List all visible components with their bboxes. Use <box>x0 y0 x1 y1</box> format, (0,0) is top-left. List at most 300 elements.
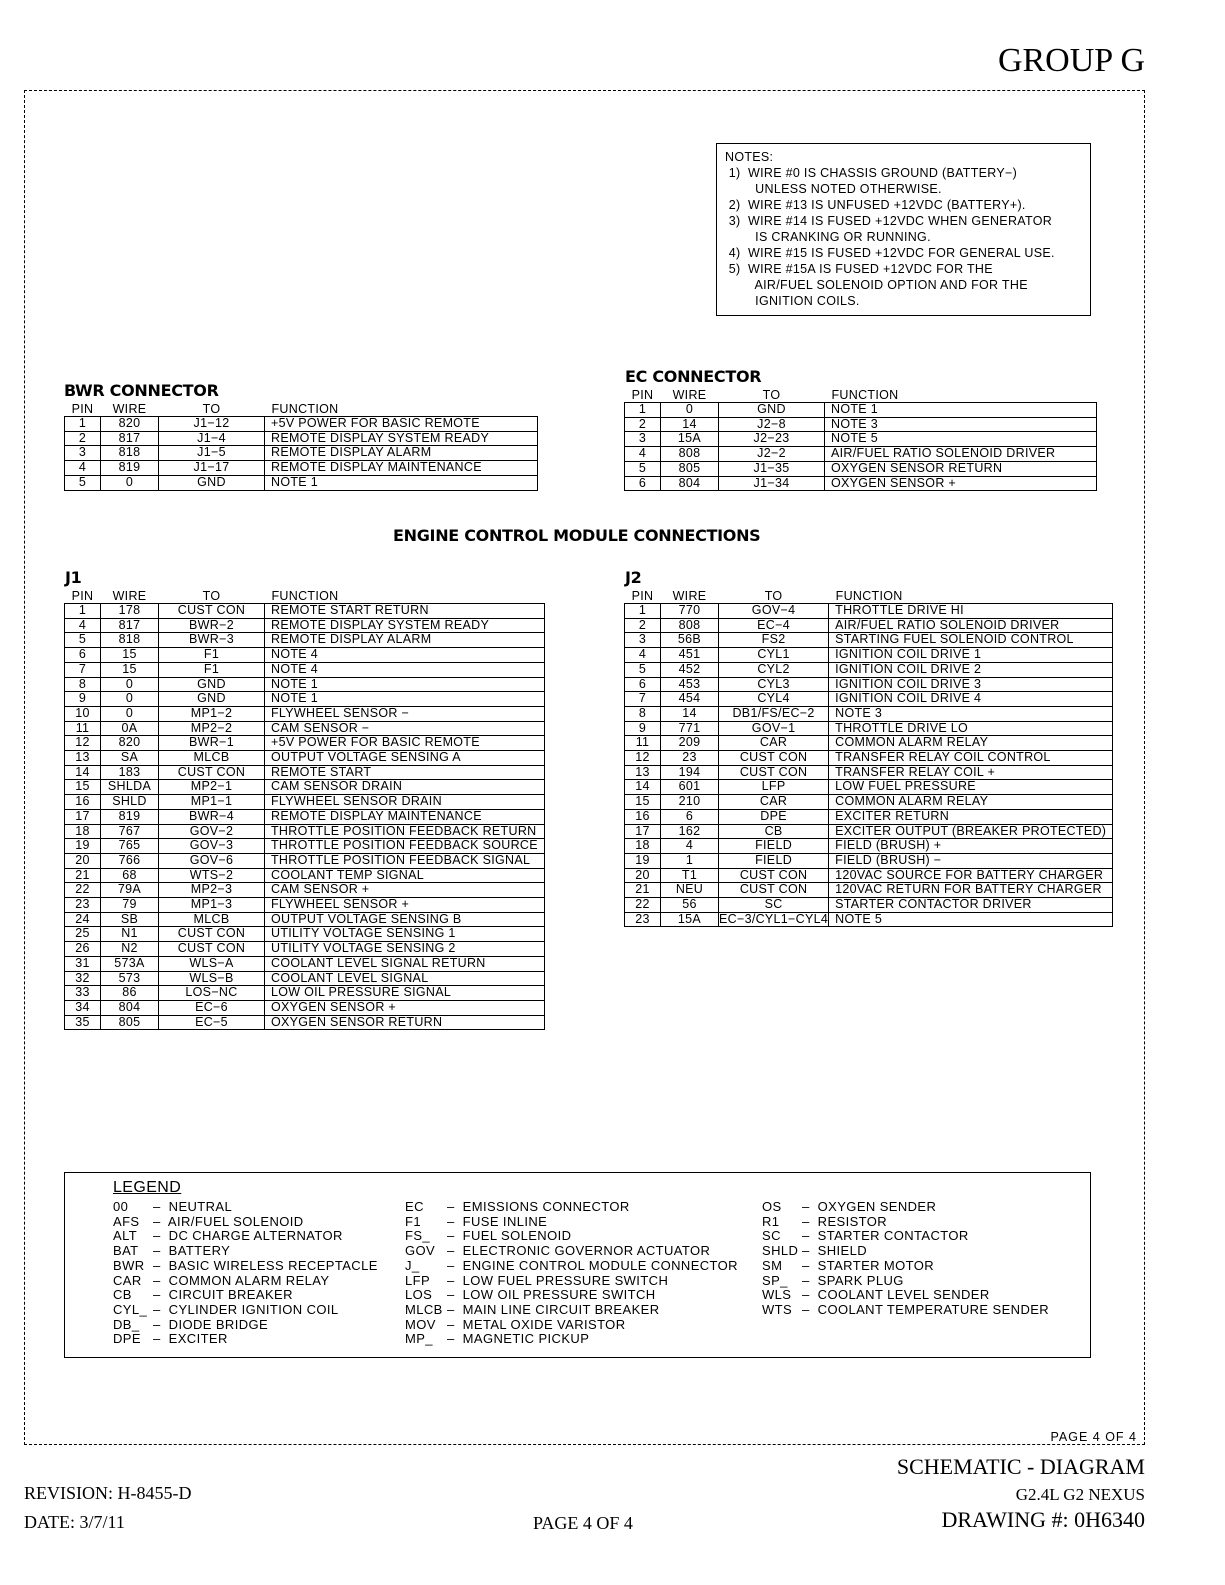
to-cell: CB <box>719 824 829 839</box>
function-cell: COMMON ALARM RELAY <box>829 736 1113 751</box>
table-row <box>65 809 545 824</box>
table-row <box>625 780 1113 795</box>
pin-cell: 34 <box>65 1000 101 1015</box>
function-cell: NOTE 5 <box>825 432 1097 447</box>
pin-cell: 12 <box>625 751 661 766</box>
table-row <box>625 853 1113 868</box>
pin-cell: 7 <box>625 692 661 707</box>
pin-cell: 24 <box>65 912 101 927</box>
page-indicator-inner: PAGE 4 OF 4 <box>1050 1430 1137 1444</box>
pin-cell: 13 <box>65 751 101 766</box>
legend-entry <box>762 1274 1049 1289</box>
table-row <box>625 809 1113 824</box>
to-cell: DPE <box>719 809 829 824</box>
pin-cell: 1 <box>625 604 661 619</box>
function-cell: CAM SENSOR − <box>265 721 545 736</box>
legend-description: – LOW FUEL PRESSURE SWITCH <box>447 1272 669 1288</box>
table-row <box>65 986 545 1001</box>
legend-entry <box>405 1274 738 1289</box>
legend-entry <box>113 1259 378 1274</box>
pin-cell: 5 <box>625 461 661 476</box>
function-cell: REMOTE START <box>265 765 545 780</box>
wire-cell: 452 <box>661 662 719 677</box>
legend-abbreviation: SHLD <box>762 1243 799 1259</box>
pin-cell: 9 <box>625 721 661 736</box>
legend-abbreviation: DPE <box>113 1331 141 1347</box>
legend-entry <box>405 1259 738 1274</box>
pin-cell: 1 <box>65 604 101 619</box>
pin-cell: 19 <box>65 839 101 854</box>
legend-entry <box>113 1303 378 1318</box>
to-cell: MP1−3 <box>159 898 265 913</box>
to-cell: EC−4 <box>719 618 829 633</box>
table-row <box>625 751 1113 766</box>
function-cell: STARTING FUEL SOLENOID CONTROL <box>829 633 1113 648</box>
to-cell: J1−12 <box>159 417 265 432</box>
wire-cell: 194 <box>661 765 719 780</box>
column-header: PIN <box>631 589 654 603</box>
table-row <box>625 677 1113 692</box>
schematic-title: SCHEMATIC - DIAGRAM <box>896 1454 1145 1479</box>
legend-entry <box>113 1318 378 1333</box>
notes-heading: NOTES: <box>725 150 774 164</box>
table-row <box>65 431 538 446</box>
pin-cell: 2 <box>65 431 101 446</box>
pin-cell: 21 <box>65 868 101 883</box>
note-line: 2) WIRE #13 IS UNFUSED +12VDC (BATTERY+). <box>725 198 1026 212</box>
table-row <box>625 868 1113 883</box>
wire-cell: 1 <box>661 853 719 868</box>
pin-cell: 7 <box>65 662 101 677</box>
table-row <box>625 795 1113 810</box>
table-row <box>65 677 545 692</box>
table-row <box>65 839 545 854</box>
legend-abbreviation: FS_ <box>405 1228 431 1244</box>
column-header: TO <box>202 402 221 416</box>
table-row <box>625 633 1113 648</box>
to-cell: J1−34 <box>719 476 825 491</box>
bwr-connector-title: BWR CONNECTOR <box>64 381 219 400</box>
function-cell: REMOTE DISPLAY MAINTENANCE <box>265 461 538 476</box>
pin-cell: 5 <box>625 662 661 677</box>
legend-entry <box>762 1303 1049 1318</box>
j2-title: J2 <box>625 568 642 587</box>
note-line: 4) WIRE #15 IS FUSED +12VDC FOR GENERAL USE. <box>725 246 1055 260</box>
ecm-connections-title: ENGINE CONTROL MODULE CONNECTIONS <box>393 526 761 545</box>
pin-cell: 35 <box>65 1015 101 1030</box>
legend-abbreviation: MP_ <box>405 1331 433 1347</box>
table-header-row <box>625 590 1113 604</box>
table-row <box>65 1015 545 1030</box>
wire-cell: 0 <box>661 403 719 418</box>
function-cell: FLYWHEEL SENSOR + <box>265 898 545 913</box>
to-cell: CYL2 <box>719 662 829 677</box>
wire-cell: 209 <box>661 736 719 751</box>
function-cell: THROTTLE POSITION FEEDBACK RETURN <box>265 824 545 839</box>
note-line: 1) WIRE #0 IS CHASSIS GROUND (BATTERY−) <box>725 166 1018 180</box>
column-header: TO <box>764 589 783 603</box>
legend-description: – COMMON ALARM RELAY <box>153 1272 330 1288</box>
to-cell: GND <box>719 403 825 418</box>
column-header: WIRE <box>672 589 707 603</box>
to-cell: EC−5 <box>159 1015 265 1030</box>
table-row <box>625 648 1113 663</box>
function-cell: CAM SENSOR + <box>265 883 545 898</box>
wire-cell: 178 <box>101 604 159 619</box>
date-label: DATE: 3/7/11 <box>24 1512 125 1532</box>
wire-cell: SHLD <box>101 795 159 810</box>
pin-cell: 5 <box>65 475 101 490</box>
to-cell: GOV−4 <box>719 604 829 619</box>
column-header: FUNCTION <box>835 589 903 603</box>
table-row <box>65 706 545 721</box>
function-cell: +5V POWER FOR BASIC REMOTE <box>265 736 545 751</box>
legend-entry <box>405 1303 738 1318</box>
pin-cell: 4 <box>625 648 661 663</box>
legend-description: – FUSE INLINE <box>447 1213 548 1229</box>
function-cell: NOTE 1 <box>265 475 538 490</box>
legend-description: – MAGNETIC PICKUP <box>447 1331 590 1347</box>
legend-entry <box>113 1274 378 1289</box>
function-cell: FIELD (BRUSH) − <box>829 853 1113 868</box>
function-cell: UTILITY VOLTAGE SENSING 2 <box>265 942 545 957</box>
wire-cell: 767 <box>101 824 159 839</box>
wire-cell: 819 <box>101 461 159 476</box>
function-cell: NOTE 3 <box>829 706 1113 721</box>
wire-cell: 15A <box>661 432 719 447</box>
legend-entry <box>762 1215 1049 1230</box>
wire-cell: 804 <box>101 1000 159 1015</box>
function-cell: THROTTLE POSITION FEEDBACK SIGNAL <box>265 853 545 868</box>
table-row <box>625 476 1097 491</box>
legend-column <box>762 1200 1049 1318</box>
pin-cell: 13 <box>625 765 661 780</box>
legend-entry <box>405 1318 738 1333</box>
legend-description: – AIR/FUEL SOLENOID <box>153 1213 304 1229</box>
column-header: WIRE <box>112 402 147 416</box>
legend-abbreviation: SC <box>762 1228 781 1244</box>
to-cell: CUST CON <box>719 765 829 780</box>
table-row <box>65 633 545 648</box>
legend-abbreviation: LOS <box>405 1287 433 1303</box>
to-cell: BWR−2 <box>159 618 265 633</box>
table-header-row <box>625 389 1097 403</box>
table-row <box>65 971 545 986</box>
to-cell: MP2−3 <box>159 883 265 898</box>
legend-description: – CIRCUIT BREAKER <box>153 1287 293 1303</box>
function-cell: EXCITER RETURN <box>829 809 1113 824</box>
pin-cell: 14 <box>625 780 661 795</box>
wire-cell: 818 <box>101 633 159 648</box>
pin-cell: 18 <box>65 824 101 839</box>
to-cell: MLCB <box>159 751 265 766</box>
drawing-number: DRAWING #: 0H6340 <box>941 1507 1145 1532</box>
table-row <box>625 721 1113 736</box>
wire-cell: SA <box>101 751 159 766</box>
wire-cell: 14 <box>661 417 719 432</box>
pin-cell: 3 <box>625 432 661 447</box>
function-cell: NOTE 3 <box>825 417 1097 432</box>
legend-abbreviation: SM <box>762 1257 783 1273</box>
pin-cell: 6 <box>625 476 661 491</box>
to-cell: GOV−6 <box>159 853 265 868</box>
to-cell: DB1/FS/EC−2 <box>719 706 829 721</box>
wire-cell: 805 <box>661 461 719 476</box>
table-row <box>625 604 1113 619</box>
column-header: WIRE <box>672 388 707 402</box>
table-row <box>625 461 1097 476</box>
function-cell: COOLANT TEMP SIGNAL <box>265 868 545 883</box>
pin-cell: 31 <box>65 956 101 971</box>
to-cell: CUST CON <box>159 942 265 957</box>
function-cell: NOTE 1 <box>825 403 1097 418</box>
to-cell: BWR−4 <box>159 809 265 824</box>
legend-entry <box>113 1288 378 1303</box>
pin-cell: 21 <box>625 883 661 898</box>
to-cell: EC−6 <box>159 1000 265 1015</box>
function-cell: IGNITION COIL DRIVE 2 <box>829 662 1113 677</box>
pin-cell: 26 <box>65 942 101 957</box>
to-cell: MP2−2 <box>159 721 265 736</box>
table-row <box>65 618 545 633</box>
wire-cell: 818 <box>101 446 159 461</box>
table-row <box>65 942 545 957</box>
wire-cell: 601 <box>661 780 719 795</box>
wire-cell: 0A <box>101 721 159 736</box>
model-label: G2.4L G2 NEXUS <box>1015 1485 1145 1504</box>
table-row <box>625 662 1113 677</box>
wire-cell: 23 <box>661 751 719 766</box>
wire-cell: 453 <box>661 677 719 692</box>
table-row <box>625 692 1113 707</box>
legend-abbreviation: WTS <box>762 1301 793 1317</box>
legend-abbreviation: OS <box>762 1199 782 1214</box>
legend-abbreviation: CAR <box>113 1272 142 1288</box>
function-cell: OUTPUT VOLTAGE SENSING A <box>265 751 545 766</box>
legend-abbreviation: BAT <box>113 1243 139 1259</box>
function-cell: REMOTE DISPLAY SYSTEM READY <box>265 618 545 633</box>
to-cell: GND <box>159 475 265 490</box>
table-row <box>65 751 545 766</box>
table-row <box>625 824 1113 839</box>
pin-cell: 4 <box>625 447 661 462</box>
table-row <box>625 618 1113 633</box>
to-cell: MP1−1 <box>159 795 265 810</box>
legend-entry <box>113 1200 378 1215</box>
pin-cell: 16 <box>65 795 101 810</box>
legend-description: – DIODE BRIDGE <box>153 1316 269 1332</box>
column-header: PIN <box>631 388 654 402</box>
to-cell: EC−3/CYL1−CYL4 <box>719 911 829 926</box>
legend-description: – EMISSIONS CONNECTOR <box>447 1199 630 1214</box>
note-line: 5) WIRE #15A IS FUSED +12VDC FOR THE <box>725 262 993 276</box>
wire-cell: NEU <box>661 883 719 898</box>
wire-cell: 56 <box>661 898 719 913</box>
table-row <box>65 721 545 736</box>
to-cell: F1 <box>159 648 265 663</box>
function-cell: REMOTE DISPLAY ALARM <box>265 633 545 648</box>
wire-cell: 15A <box>661 912 719 927</box>
function-cell: TRANSFER RELAY COIL CONTROL <box>829 751 1113 766</box>
note-line: UNLESS NOTED OTHERWISE. <box>725 182 942 196</box>
table-row <box>625 883 1113 898</box>
pin-cell: 2 <box>625 618 661 633</box>
table-header-row <box>65 403 538 417</box>
column-header: TO <box>202 589 221 603</box>
function-cell: +5V POWER FOR BASIC REMOTE <box>265 417 538 432</box>
legend-description: – SPARK PLUG <box>802 1272 904 1288</box>
table-row <box>65 1000 545 1015</box>
pin-cell: 9 <box>65 692 101 707</box>
to-cell: LFP <box>719 780 829 795</box>
wire-cell: 0 <box>101 706 159 721</box>
legend-description: – DC CHARGE ALTERNATOR <box>153 1228 343 1244</box>
legend-abbreviation: LFP <box>405 1272 431 1288</box>
to-cell: CUST CON <box>719 883 829 898</box>
pin-cell: 3 <box>625 633 661 648</box>
function-cell: FLYWHEEL SENSOR − <box>265 706 545 721</box>
wire-cell: 573A <box>101 956 159 971</box>
legend-description: – RESISTOR <box>802 1213 888 1229</box>
wire-cell: 820 <box>101 417 159 432</box>
wire-cell: 79A <box>101 883 159 898</box>
pin-cell: 23 <box>625 912 661 927</box>
function-cell: NOTE 4 <box>265 648 545 663</box>
to-cell: J1−5 <box>159 446 265 461</box>
pin-cell: 32 <box>65 971 101 986</box>
j2-pin-table <box>624 590 1113 927</box>
group-label: GROUP G <box>997 42 1145 79</box>
to-cell: J1−4 <box>159 431 265 446</box>
legend-entry <box>762 1259 1049 1274</box>
to-cell: CUST CON <box>159 765 265 780</box>
to-cell: GOV−2 <box>159 824 265 839</box>
wire-cell: N2 <box>101 942 159 957</box>
legend-column <box>113 1200 378 1347</box>
wire-cell: 86 <box>101 986 159 1001</box>
pin-cell: 23 <box>65 898 101 913</box>
legend-entry <box>113 1229 378 1244</box>
wire-cell: 766 <box>101 853 159 868</box>
pin-cell: 17 <box>65 809 101 824</box>
wire-cell: 817 <box>101 431 159 446</box>
ec-connector-title: EC CONNECTOR <box>625 367 762 386</box>
to-cell: CUST CON <box>159 604 265 619</box>
function-cell: NOTE 5 <box>829 912 1113 927</box>
table-row <box>625 736 1113 751</box>
legend-description: – BASIC WIRELESS RECEPTACLE <box>153 1257 378 1273</box>
function-cell: OXYGEN SENSOR + <box>265 1000 545 1015</box>
bwr-pin-table <box>64 403 538 491</box>
table-row <box>65 604 545 619</box>
legend-abbreviation: F1 <box>405 1213 421 1229</box>
function-cell: STARTER CONTACTOR DRIVER <box>829 898 1113 913</box>
column-header: WIRE <box>112 589 147 603</box>
table-row <box>65 417 538 432</box>
function-cell: REMOTE START RETURN <box>265 604 545 619</box>
table-row <box>65 883 545 898</box>
table-row <box>65 648 545 663</box>
pin-cell: 22 <box>625 898 661 913</box>
table-row <box>65 765 545 780</box>
legend-title: LEGEND <box>113 1179 182 1196</box>
legend-description: – LOW OIL PRESSURE SWITCH <box>447 1287 656 1303</box>
legend-abbreviation: ALT <box>113 1228 138 1244</box>
to-cell: WLS−B <box>159 971 265 986</box>
legend-entry <box>113 1215 378 1230</box>
legend-entry <box>113 1332 378 1347</box>
function-cell: EXCITER OUTPUT (BREAKER PROTECTED) <box>829 824 1113 839</box>
to-cell: CAR <box>719 736 829 751</box>
table-row <box>625 912 1113 927</box>
function-cell: FLYWHEEL SENSOR DRAIN <box>265 795 545 810</box>
wire-cell: 770 <box>661 604 719 619</box>
wire-cell: 183 <box>101 765 159 780</box>
legend-abbreviation: R1 <box>762 1213 780 1229</box>
pin-cell: 3 <box>65 446 101 461</box>
to-cell: CYL4 <box>719 692 829 707</box>
legend-abbreviation: J_ <box>405 1257 420 1273</box>
function-cell: THROTTLE DRIVE LO <box>829 721 1113 736</box>
pin-cell: 25 <box>65 927 101 942</box>
pin-cell: 1 <box>65 417 101 432</box>
to-cell: GND <box>159 677 265 692</box>
table-row <box>65 446 538 461</box>
wire-cell: 15 <box>101 662 159 677</box>
legend-entry <box>405 1288 738 1303</box>
function-cell: LOW OIL PRESSURE SIGNAL <box>265 986 545 1001</box>
table-row <box>625 765 1113 780</box>
pin-cell: 14 <box>65 765 101 780</box>
legend-box <box>64 1172 1091 1358</box>
function-cell: 120VAC SOURCE FOR BATTERY CHARGER <box>829 868 1113 883</box>
pin-cell: 1 <box>625 403 661 418</box>
pin-cell: 4 <box>65 461 101 476</box>
table-row <box>625 706 1113 721</box>
function-cell: NOTE 1 <box>265 692 545 707</box>
function-cell: CAM SENSOR DRAIN <box>265 780 545 795</box>
legend-entry <box>405 1200 738 1215</box>
legend-abbreviation: 00 <box>113 1199 129 1214</box>
legend-description: – COOLANT TEMPERATURE SENDER <box>802 1301 1050 1317</box>
to-cell: SC <box>719 898 829 913</box>
function-cell: COMMON ALARM RELAY <box>829 795 1113 810</box>
table-row <box>65 461 538 476</box>
function-cell: TRANSFER RELAY COIL + <box>829 765 1113 780</box>
legend-entry <box>113 1244 378 1259</box>
pin-cell: 8 <box>625 706 661 721</box>
to-cell: FS2 <box>719 633 829 648</box>
revision-label: REVISION: H-8455-D <box>24 1483 192 1503</box>
function-cell: 120VAC RETURN FOR BATTERY CHARGER <box>829 883 1113 898</box>
to-cell: GND <box>159 692 265 707</box>
legend-abbreviation: SP_ <box>762 1272 788 1288</box>
column-header: PIN <box>71 589 94 603</box>
legend-entry <box>405 1244 738 1259</box>
table-row <box>625 403 1097 418</box>
table-row <box>65 853 545 868</box>
legend-abbreviation: AFS <box>113 1213 140 1229</box>
column-header: FUNCTION <box>271 589 339 603</box>
wire-cell: 4 <box>661 839 719 854</box>
wire-cell: T1 <box>661 868 719 883</box>
wire-cell: 819 <box>101 809 159 824</box>
to-cell: J2−23 <box>719 432 825 447</box>
j1-pin-table <box>64 590 545 1030</box>
j2-table <box>624 590 1113 927</box>
table-row <box>65 898 545 913</box>
to-cell: CYL1 <box>719 648 829 663</box>
